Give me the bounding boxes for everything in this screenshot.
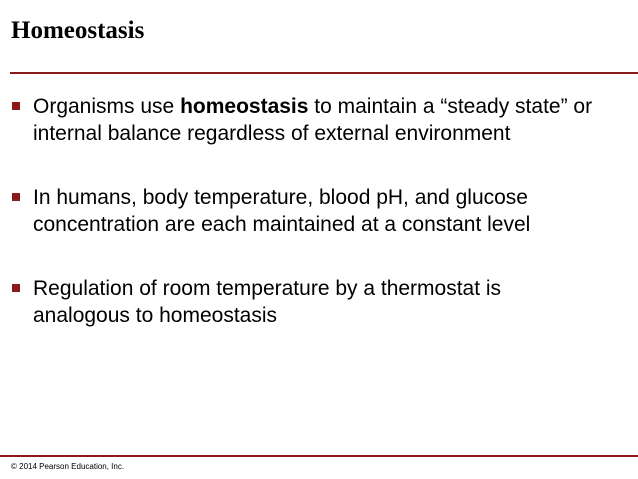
bullet-item-3	[0, 275, 603, 329]
title-divider	[10, 72, 638, 74]
square-bullet-icon	[12, 284, 20, 292]
bullet-text-before: Organisms use	[33, 95, 181, 118]
slide-title: Homeostasis	[11, 17, 145, 44]
footer-divider	[0, 455, 638, 457]
bullet-item-1	[0, 93, 603, 174]
square-bullet-icon	[12, 102, 20, 110]
square-bullet-icon	[12, 193, 20, 201]
bullet-text: Regulation of room temperature by a thermostat is analogous to homeostasis	[33, 277, 502, 327]
bullet-text: In humans, body temperature, blood pH, and glucose concentration are each maintained at a constant level	[33, 186, 531, 236]
bullet-item-2	[0, 184, 603, 265]
bullet-list	[0, 93, 638, 339]
bullet-bold-term: homeostasis	[180, 95, 309, 118]
copyright-footer: © 2014 Pearson Education, Inc.	[11, 462, 125, 471]
bullet-text-after: to maintain a “steady state” or internal balance regardless of external environment	[33, 95, 593, 145]
